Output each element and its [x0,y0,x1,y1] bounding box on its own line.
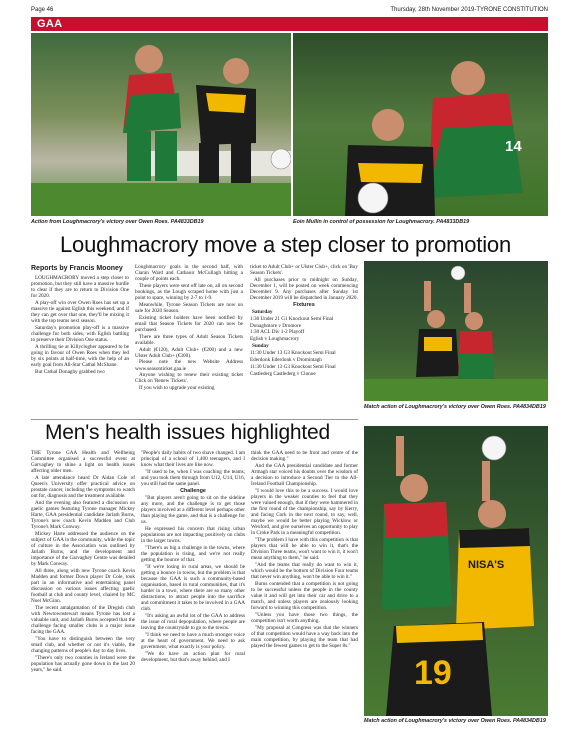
fixture-line: 11:30 Under 13 G3 Knockout Semi Final [250,363,336,370]
paragraph: Meanwhile, Tyrone Season Tickets are now on sale for 2020 Season. [135,301,243,314]
fixture-line: Eglish v Loughmacrory [250,336,300,343]
issue-date-line: Thursday, 28th November 2019-TYRONE CONSTITUTION [390,7,548,13]
paragraph: think the GAA need to be front and centre of the decision making." [251,450,358,463]
paragraph: THE Tyrone GAA Health and Wellbeing Committee organised a successful event at Garvaghey to shine a light on health issues affecting older men. [31,450,135,475]
paragraph: Anyone wishing to renew their existing ticket Click on 'Renew Tickets'. [135,372,243,385]
paragraph: Saturday's promotion play-off is a massive challenge for both sides, with Eglish battling to preserve their Division One status. [31,324,129,344]
section-banner [31,17,548,31]
photo-3-caption: Match action of Loughmacrory's victory over Owen Roes. PA4834DB19 [364,404,546,410]
paragraph: "You have to distinguish between the very small club, and whether or not it's viable, the changing patterns of people's day to day lives. [31,636,135,655]
paragraph: There are three types of Adult Season Tickets available. [135,333,243,346]
paragraph: "But players aren't going to sit on the sideline any more, and the challenge is to get those players involved at a different level perhaps other than playing the game, and that is a challenge for us. [141,495,245,526]
fixture-day: Sunday [252,343,269,350]
story-1-column-1 [31,264,129,376]
paragraph: And the evening also featured a discussion on gaelic games featuring Tyrone manager Mickey Harte, GAA presidential candidate Jarlath Burns, Tyrone's new coach Kevin Madden and Club Tyrone's Mark Conway. [31,499,135,531]
paragraph: A thrilling tie at Killyclogher appeared to be going in favour of Owen Roes when they led by six points at half-time, with the help of an early goal from All-Star Cathal McShane. [31,343,129,369]
paragraph: "If we're losing in rural areas, we should be getting a bounce in towns, but the problem is that because the GAA is such a community-based organisation, based in rural communities, that it's harder in a town, where there are so many other distractions, to attract people into the sacrifice and commitment it takes to be involved in a GAA club. [141,564,245,613]
paragraph: LOUGHMACRORY moved a step closer to promotion, but they still have a massive hurdle to clear if they are to return to Division One for 2020. [31,275,129,300]
photo-4-caption: Match action of Loughmacrory's victory over Owen Roes. PA4834DB19 [364,718,546,724]
paragraph: ticket to Adult Club+ or Ulster Club+, click on 'Buy Season Tickets'. [250,264,358,277]
story-2-column-2 [141,450,245,664]
fixture-line: 11:30 Under 13 G3 Knockout Semi Final [250,349,336,356]
paragraph: Loughmacrory goals in the second half, with Ciaran Ward and Cathaoir McCullagh hitting a couple of points each. [135,264,243,283]
paragraph: "People's daily habits of two shave changed. I am principal of a school of 1,400 teenagers, and I know what their lives are like now. [141,450,245,469]
story-2-headline: Men's health issues highlighted [45,421,330,444]
section-label: GAA [37,18,63,30]
paragraph: Mickey Harte addressed the audience on the subject of GAA in the community, while the topic of culture in the Association was outlined by Jarlath Burns, and the development and importance of the Garvaghey Centre was detailed by Mark Conway. [31,531,135,568]
paragraph: These players were sent off late on, all on second bookings, as the Lough scraped home with just a point to spare, winning by 2-7 to 1-9. [135,282,243,302]
paragraph: "My proposal at Congress was that the winners of that competition would have a way back into the main competition, by playing the team that had played the fewest games to get to the Super 8s." [251,624,358,650]
story-divider [31,419,358,420]
match-photo-2 [293,33,548,216]
photo-2-caption: Eoin Mullin in control of possession for Loughmacrory. PA4833DB19 [293,219,470,225]
fixture-line: Ederdonk Ederdonk v Dromintagh [250,356,322,363]
paragraph: Existing ticket holders have been notified by email that Season Tickets for 2020 can now be purchased. [135,314,243,333]
paragraph: But Cathal Donaghy grabbed two [35,368,105,375]
paragraph: A play-off win over Owen Roes has set up a massive tie against Eglish this weekend, and if they can get over that one, they'll be mixing it with the top teams next season. [31,299,129,325]
story-1-column-2 [135,264,243,392]
fixture-line: 1:30 Under 21 G1 Knockout Semi Final [250,315,334,322]
paragraph: "There's as big a challenge in the towns, where the population is rising, and we're not really getting the bounce of that. [141,545,245,564]
story-1-headline: Loughmacrory move a step closer to promotion [60,232,511,257]
paragraph: "And the teams that really do want to win it, which would be the bottom of Division Four teams that never win anything, won't be able to win it." [251,562,358,581]
paragraph: "There's only two counties in Ireland were the population has actually gone down in the last 20 years," he said. [31,655,135,674]
page-header [31,6,548,15]
paragraph: Burns contended that a competition is not going to be successful unless the people in the county value it and will get into their car and drive to a match, and unless players are zealously looking forward to winning this competition. [251,580,358,612]
paragraph: "I would love this to be a success. I would love players in the weaker counties to feel that they were valued enough, that if they were hammered in the first round of the championship, say by Kerry, and facing Cork in the next round, to say, well, maybe we would be better playing Wicklow or Wexford, and give ourselves an opportunity to play in Croke Park in a meaningful competition. [251,487,358,537]
paragraph: "It's asking an awful lot of the GAA to address the issue of rural depopulation, where people are leaving the countryside to go to the towns. [141,613,245,632]
fixtures-title: Fixtures [293,302,315,309]
paragraph: Adult (€120), Adult Club+ (€200) and a new Ulster Adult Club+ (€300). [135,346,243,359]
photo-1-caption: Action from Loughmacrory's victory over Owen Roes. PA4833DB19 [31,219,204,225]
match-photo-1 [31,33,291,216]
paragraph: "If used to be, when I was coaching the teams, and you took them through from U12, U14, U16, you still had the same panel. [141,468,245,488]
paragraph: All purchases prior to midnight on Sunday, December 1, will be posted on week commencing December 9. Any purchases after Sunday 1st December 2019 will be dispatched in January 2020. [250,276,358,302]
jersey-number-14: 14 [505,138,522,155]
page-number: Page 46 [31,7,54,13]
match-photo-3 [364,261,548,401]
paragraph: All three, along with new Tyrone coach Kevin Madden and former Down player Dr Cole, took part in an informative and entertaining panel discussion on various issues affecting gaelic football at club and county level, chaired by MC Noel McGinn. [31,568,135,605]
jersey-number-19: 19 [414,654,452,692]
challenge-subhead: Challenge [180,488,206,495]
paragraph: The recent amalgamation of the Dregish club with Newtownstewart means Tyrone has lost a valuable unit, and Jarlath Burns accepted that the challenge facing smaller clubs is a major issue facing the GAA. [31,605,135,636]
fixture-line: 1:30 ACL Div 1-2 Playoff [250,329,305,336]
paragraph: He expressed his concern that rising urban populations are not impacting positively on clubs in the larger towns. [141,526,245,545]
fixture-line: Donaghmore v Dromore [250,322,301,329]
fixture-line: Castlederg Castlederg v Clonoe [250,370,316,377]
jersey-sponsor-text: NISA'S [468,559,505,571]
match-photo-4 [364,426,548,716]
paragraph: If you wish to upgrade your existing [139,385,215,392]
story-2-column-1 [31,450,135,674]
paragraph: "We do have an action plan for rural development, but that's away behind, and I [141,651,245,664]
paragraph: "Unless you have those two things, the competition isn't worth anything. [251,612,358,625]
paragraph: "I think we need to have a much stronger voice at the heart of government. We need to ask government, what exactly is your policy. [141,632,245,651]
paragraph: A late attendance heard Dr Aidan Cole of Queen's University offer practical advice on prostate cancer, including the symptoms to watch out for, diagnosis and the treatment available. [31,474,135,500]
paragraph: Please note the new Website Address www.seasonticket.gaa.ie [135,359,243,372]
story-2-column-3 [251,450,358,650]
story-1-column-3 [250,264,358,377]
story-1-byline: Reports by Francis Mooney [31,265,123,272]
fixture-day: Saturday [252,308,273,315]
paragraph: "The problem I have with this competition is that players that will be able to win it, that's the Division Three teams, won't want to win it, it won't mean anything to them," he said. [251,537,358,562]
paragraph: And the GAA presidential candidate and former Armagh star voiced his doubts over the wisdom of a decision to introduce a Second Tier to the All-Ireland Football Championship. [251,462,358,488]
